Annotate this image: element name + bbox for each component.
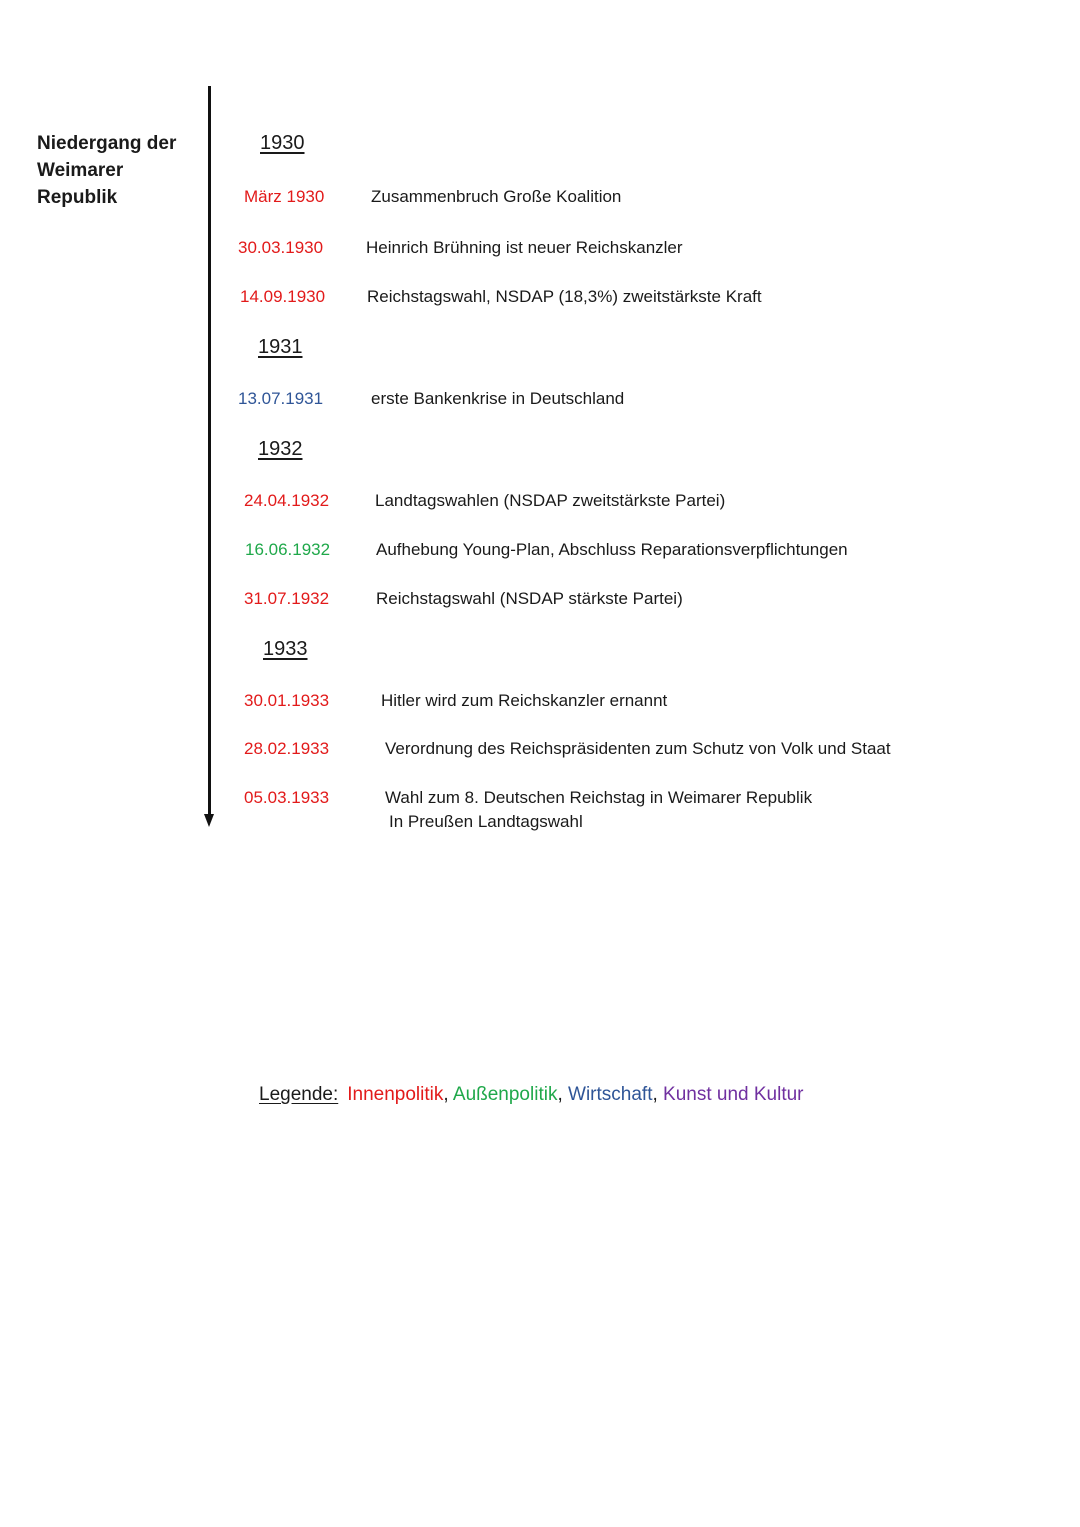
event-date: 30.03.1930 (238, 238, 324, 257)
legend-item-innenpolitik: Innenpolitik (347, 1084, 444, 1105)
legend-separator: , (557, 1084, 569, 1105)
year-heading-1930: 1930 (260, 132, 305, 154)
event-text: Reichstagswahl (NSDAP stärkste Partei) (376, 589, 683, 608)
title-line-1: Niedergang der (37, 133, 177, 154)
title-line-2: Weimarer (37, 160, 124, 181)
timeline-arrow-down-icon (204, 814, 214, 827)
legend-separator: , (443, 1084, 453, 1105)
event-text: Landtagswahlen (NSDAP zweitstärkste Partei) (375, 491, 726, 510)
timeline-axis (208, 86, 211, 816)
event-date: 05.03.1933 (244, 788, 330, 807)
event-date: 13.07.1931 (238, 389, 324, 408)
event-date: März 1930 (244, 187, 325, 206)
year-heading-1933: 1933 (263, 638, 308, 660)
event-date: 24.04.1932 (244, 491, 330, 510)
event-text: Wahl zum 8. Deutschen Reichstag in Weimarer Republik (385, 788, 813, 807)
year-heading-1931: 1931 (258, 336, 303, 358)
legend-item-aussenpolitik: Außenpolitik (452, 1084, 558, 1105)
event-text: Aufhebung Young-Plan, Abschluss Reparationsverpflichtungen (376, 540, 848, 559)
event-date: 16.06.1932 (245, 540, 331, 559)
event-date: 30.01.1933 (244, 691, 330, 710)
event-text: Zusammenbruch Große Koalition (371, 187, 622, 206)
event-date: 14.09.1930 (240, 287, 326, 306)
legend-separator: , (652, 1084, 664, 1105)
page-title (37, 130, 197, 211)
event-text: Reichstagswahl, NSDAP (18,3%) zweitstärkste Kraft (367, 287, 762, 306)
event-date: 31.07.1932 (244, 589, 330, 608)
event-text-continuation: In Preußen Landtagswahl (389, 812, 583, 831)
legend-label: Legende: (259, 1084, 339, 1105)
event-text: Hitler wird zum Reichskanzler ernannt (381, 691, 668, 710)
legend-item-wirtschaft: Wirtschaft (568, 1084, 653, 1105)
event-text: Heinrich Brühning ist neuer Reichskanzler (366, 238, 683, 257)
event-text: erste Bankenkrise in Deutschland (371, 389, 625, 408)
legend (259, 1083, 804, 1107)
legend-item-kunst-und-kultur: Kunst und Kultur (663, 1084, 804, 1105)
year-heading-1932: 1932 (258, 438, 303, 460)
event-date: 28.02.1933 (244, 739, 330, 758)
title-line-3: Republik (37, 187, 118, 208)
event-text: Verordnung des Reichspräsidenten zum Schutz von Volk und Staat (385, 739, 891, 758)
